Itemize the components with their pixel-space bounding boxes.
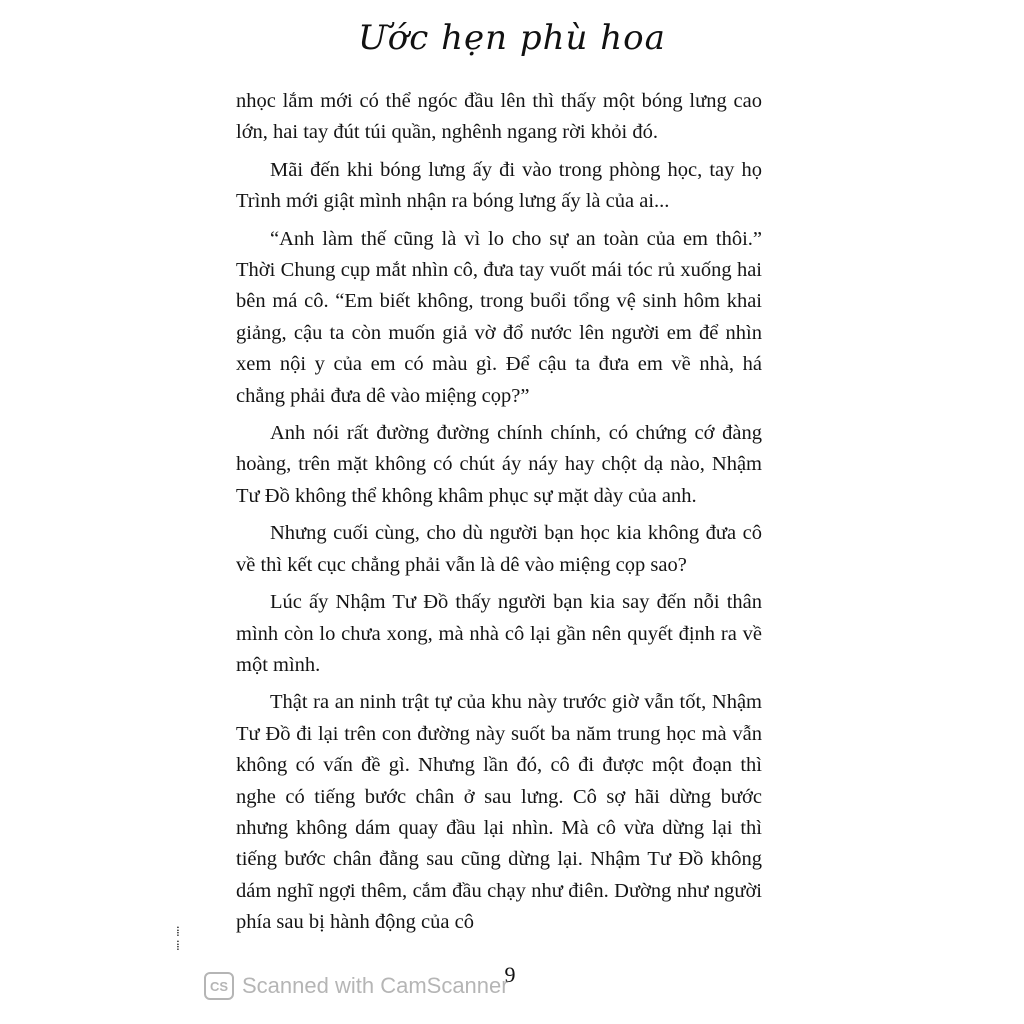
camscanner-watermark [204,970,509,1002]
paragraph-4: Anh nói rất đường đường chính chính, có chứng cớ đàng hoàng, trên mặt không có chút áy náy hay chột dạ nào, Nhậm Tư Đồ không thể không khâm phục sự mặt dày của anh. [236,422,762,507]
paragraph-1: nhọc lắm mới có thể ngóc đầu lên thì thấy một bóng lưng cao lớn, hai tay đút túi quần, nghênh ngang rời khỏi đó. [236,90,762,144]
page-number: 9 [504,962,516,987]
paragraph-7: Thật ra an ninh trật tự của khu này trước giờ vẫn tốt, Nhậm Tư Đồ đi lại trên con đường này suốt ba năm trung học mà vẫn không có vấn đề gì. Nhưng lần đó, cô đi được một đoạn thì nghe có tiếng bước chân ở sau lưng. Cô sợ hãi dừng bước nhưng không dám quay đầu lại nhìn. Mà cô vừa dừng lại thì tiếng bước chân đằng sau cũng dừng lại. Nhậm Tư Đồ không dám nghĩ ngợi thêm, cắm đầu chạy như điên. Dường như người phía sau bị hành động của cô [236,691,762,934]
page-edge-marks: ⁞ ⁞ [176,924,180,954]
running-title: Ước hẹn phù hoa [358,18,666,58]
watermark-text: Scanned with CamScanner [242,973,509,998]
body-text [236,86,762,945]
paragraph-5: Nhưng cuối cùng, cho dù người bạn học kia không đưa cô về thì kết cục chẳng phải vẫn là dê vào miệng cọp sao? [236,522,762,576]
camscanner-logo-icon: CS [204,972,234,1000]
paragraph-2: Mãi đến khi bóng lưng ấy đi vào trong phòng học, tay họ Trình mới giật mình nhận ra bóng lưng ấy là của ai... [236,158,762,213]
paragraph-3: “Anh làm thế cũng là vì lo cho sự an toàn của em thôi.” Thời Chung cụp mắt nhìn cô, đưa tay vuốt mái tóc rủ xuống hai bên má cô. “Em biết không, trong buổi tổng vệ sinh hôm khai giảng, cậu ta còn muốn giả vờ đổ nước lên người em để nhìn xem nội y của em có màu gì. Để cậu ta đưa em về nhà, há chẳng phải đưa dê vào miệng cọp?” [236,227,762,407]
paragraph-6: Lúc ấy Nhậm Tư Đồ thấy người bạn kia say đến nỗi thân mình còn lo chưa xong, mà nhà cô lại gần nên quyết định ra về một mình. [236,591,762,676]
